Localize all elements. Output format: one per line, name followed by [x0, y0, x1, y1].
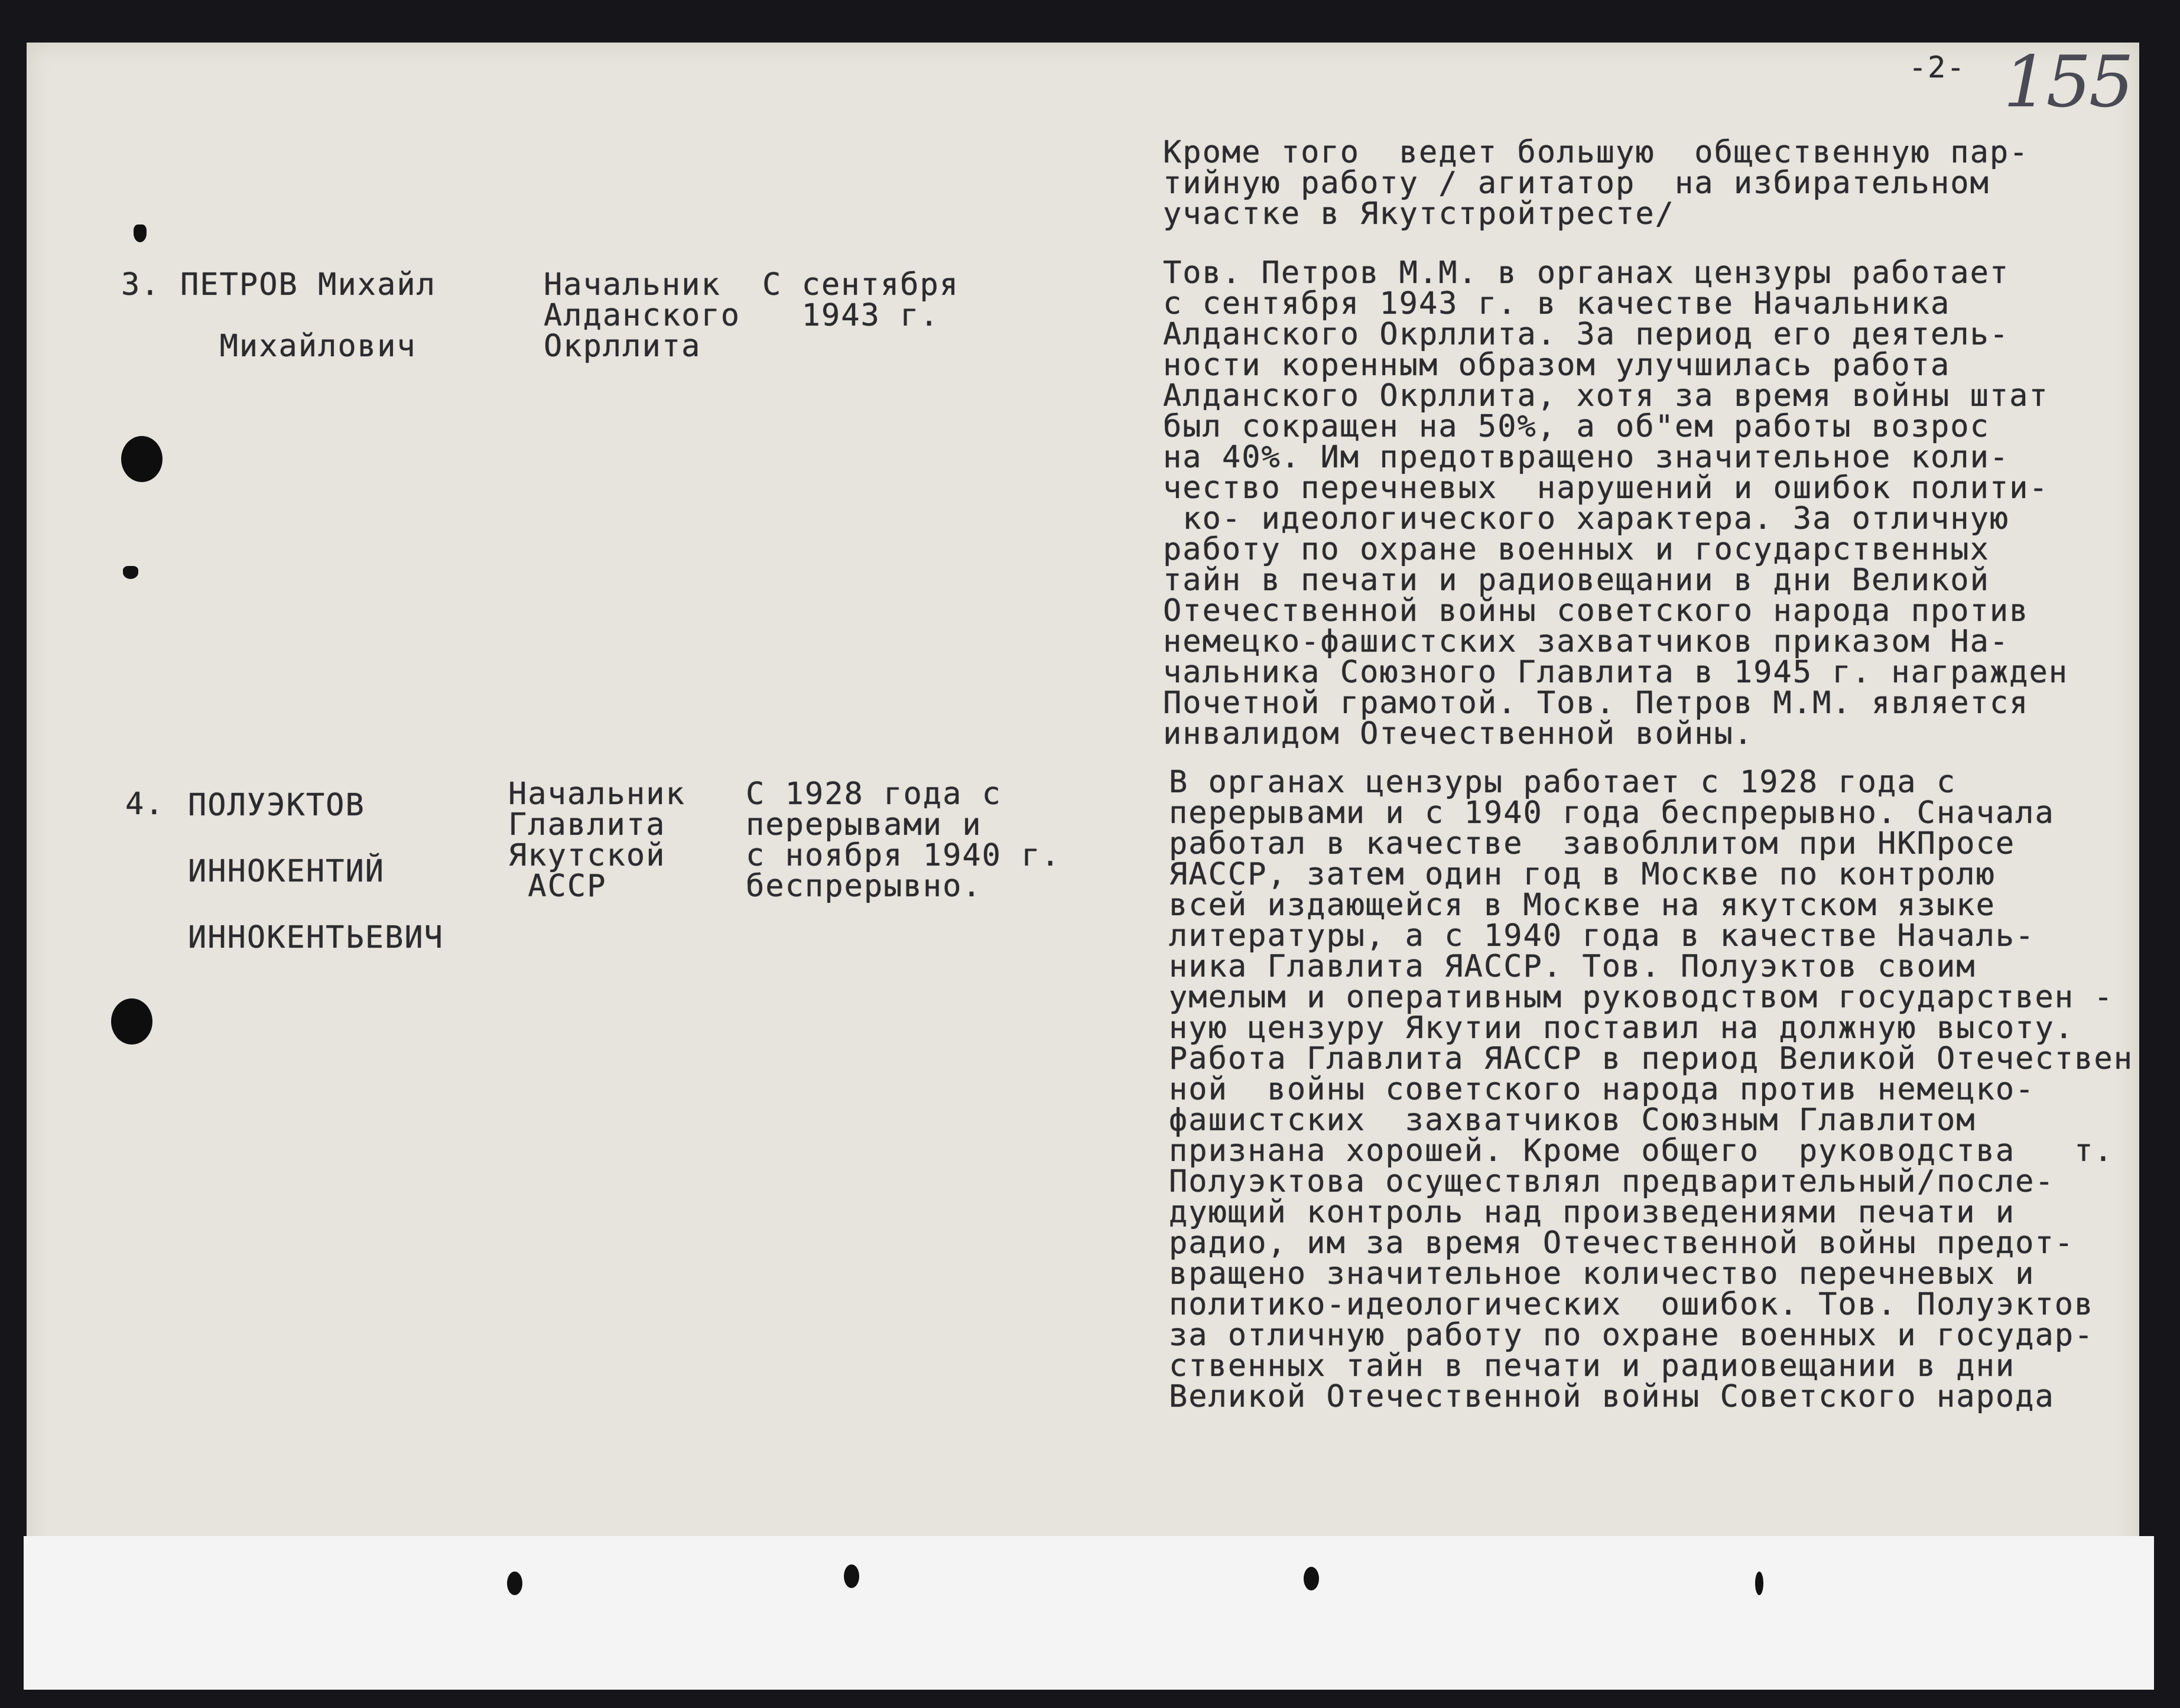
archive-folio-number: 155	[2003, 41, 2132, 123]
entry-number: 4.	[125, 786, 165, 822]
punch-hole	[1755, 1572, 1763, 1595]
entry-description: Тов. Петров М.М. в органах цензуры работает с сентября 1943 г. в качестве Начальника Алданского Окрллита. За период его деятель- ности коренным образом улучшилась работа Алданского Окрллита, хотя за время войны штат был сокращен на 50%, а об"ем работы возрос на 40%. Им предотвращено значительное коли- чество перечневых нарушений и ошибок полити- ко- идеологического характера. За отличную работу по охране военных и государственных тайн в печати и радиовещании в дни Великой Отечественной войны советского народа против немецко-фашистских захватчиков приказом На- чальника Союзного Главлита в 1945 г. награжден Почетной грамотой. Тов. Петров М.М. является инвалидом Отечественной войны.	[1163, 255, 2069, 751]
entry-number: 3.	[121, 267, 161, 302]
punch-hole	[844, 1564, 859, 1588]
margin-mark	[123, 566, 138, 579]
entry-period: С сентября 1943 г.	[762, 267, 960, 333]
punch-hole	[507, 1572, 522, 1595]
binding-hole	[121, 436, 163, 482]
entry-name: ПЕТРОВ Михайл Михайлович	[180, 267, 436, 364]
entry-description: В органах цензуры работает с 1928 года с перерывами и с 1940 года беспрерывно. Сначала работал в качестве завобллитом при НКПросе ЯАССР, затем один год в Москве по контролю всей издающейся в Москве на якутском языке литературы, а с 1940 года в качестве Началь- ника Главлита ЯАССР. Тов. Полуэктов своим умелым и оперативным руководством государствен - ную цензуру Якутии поставил на должную высоту. Работа Главлита ЯАССР в период Великой Отечествен ной войны советского народа против немецко- фашистских захватчиков Союзным Главлитом признана хорошей. Кроме общего руководства т. Полуэктова осуществлял предварительный/после- дующий контроль над произведениями печати и радио, им за время Отечественной войны предот- вращено значительное количество перечневых и политико-идеологических ошибок. Тов. Полуэктов за отличную работу по охране военных и государ- ственных тайн в печати и радиовещании в дни Великой Отечественной войны Советского народа	[1169, 764, 2134, 1414]
binding-hole	[111, 998, 152, 1045]
margin-mark	[134, 225, 147, 242]
entry-name: ПОЛУЭКТОВ ИННОКЕНТИЙ ИННОКЕНТЬЕВИЧ	[188, 788, 444, 955]
scanner-backing-strip	[24, 1536, 2154, 1690]
entry-period: С 1928 года с перерывами и с ноября 1940 г. беспрерывно.	[746, 776, 1061, 904]
intro-paragraph: Кроме того ведет большую общественную пар- тийную работу / агитатор на избирательном участке в Якутстройтресте/	[1163, 135, 2029, 232]
entry-position: Начальник Алданского Окрллита	[544, 267, 741, 364]
punch-hole	[1304, 1567, 1319, 1590]
page-number: -2-	[1909, 50, 1966, 84]
entry-position: Начальник Главлита Якутской АССР	[508, 776, 685, 904]
